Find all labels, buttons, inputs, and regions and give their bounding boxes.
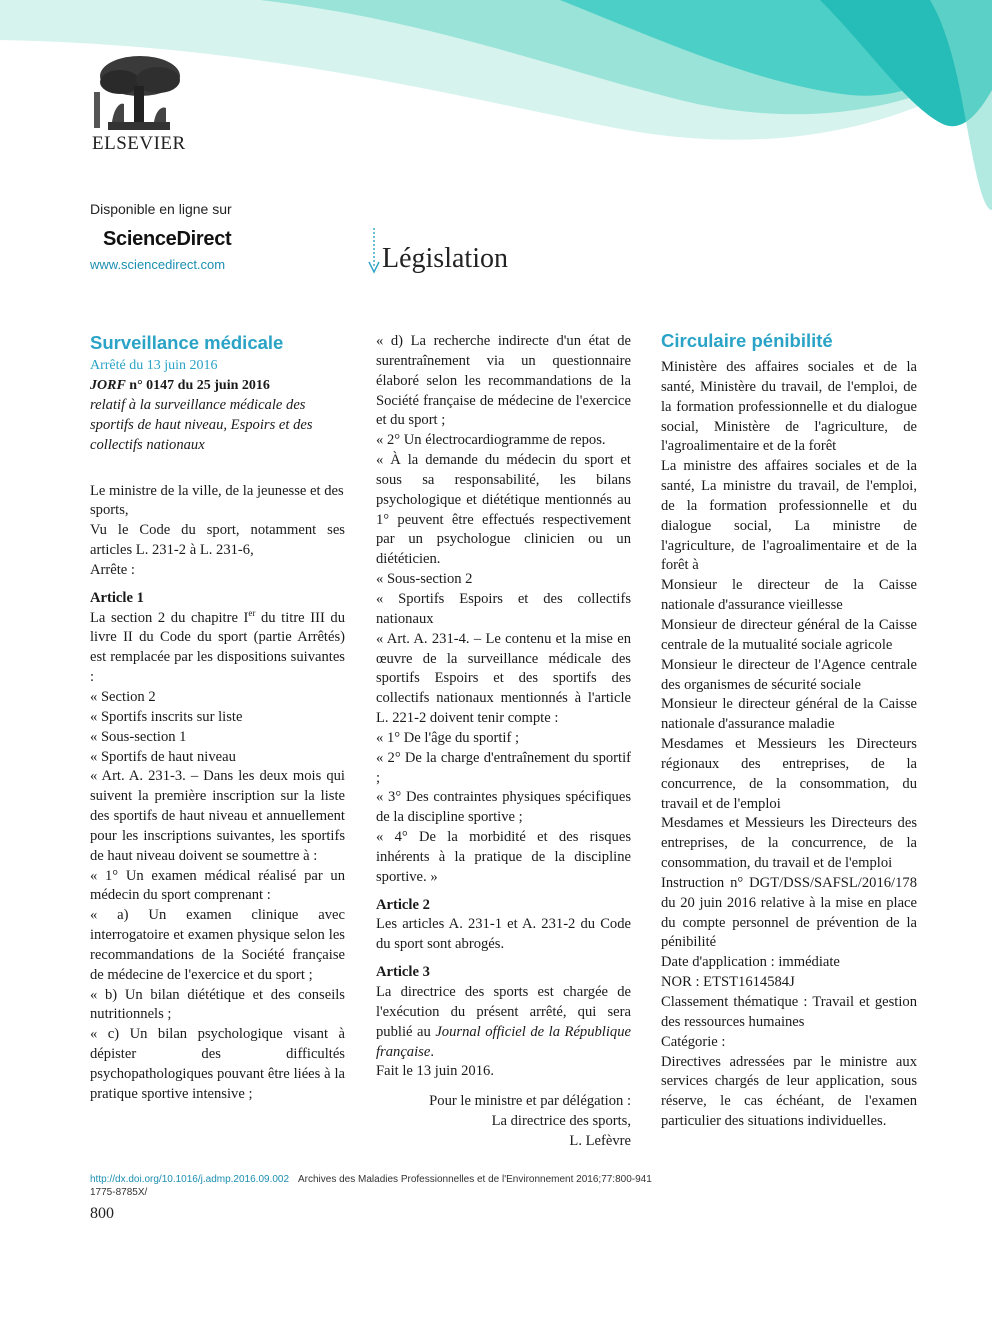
column-1 xyxy=(90,330,345,1105)
journal-citation: Archives des Maladies Professionnelles et de l'Environnement 2016;77:800-941 xyxy=(298,1174,652,1185)
text-line: « 3° Des contraintes physiques spécifiques de la discipline sportive ; xyxy=(376,789,631,826)
text-line: Classement thématique : Travail et gestion des ressources humaines xyxy=(661,994,917,1030)
done-date: Fait le 13 juin 2016. xyxy=(376,1063,494,1080)
text-line: Catégorie : xyxy=(661,1033,726,1050)
article-2-text: Les articles A. 231-1 et A. 231-2 du Code du sport sont abrogés. xyxy=(376,916,631,953)
sciencedirect-url-link[interactable]: www.sciencedirect.com xyxy=(90,257,226,272)
text-line: « Art. A. 231-4. – Le contenu et la mise en œuvre de la surveillance médicale des sportifs Espoirs et des sportifs des collectifs nationaux mentionnés à l'article L. 221-2 doivent tenir compte : xyxy=(376,630,631,727)
text-line: « 2° De la charge d'entraînement du sportif ; xyxy=(376,749,631,786)
doi-link[interactable]: http://dx.doi.org/10.1016/j.admp.2016.09.002 xyxy=(90,1174,290,1185)
article-1-heading: Article 1 xyxy=(90,589,144,606)
text-line: « À la demande du médecin du sport et sous sa responsabilité, les bilans psychologique et diététique mentionnés au 1° peuvent être effectués respectivement par un psychologue clinicien ou un diététicien. xyxy=(376,452,631,568)
section-title: Législation xyxy=(382,243,508,274)
text-line: « Sous-section 2 xyxy=(376,571,473,588)
text-line: Monsieur le directeur général de la Caisse nationale d'assurance maladie xyxy=(661,696,917,733)
jorf-label: JORF xyxy=(90,378,126,393)
journal-officiel-title: Journal officiel de la République française xyxy=(376,1023,631,1060)
text-line: La ministre des affaires sociales et de la santé, La ministre du travail, de l'emploi, de la formation professionnelle et du dialogue social, La ministre de l'agriculture, de l'agroalimentaire et de la forêt à xyxy=(661,458,917,574)
text-line: Mesdames et Messieurs les Directeurs des entreprises, de la concurrence, de la consommation, du travail et de l'emploi xyxy=(661,815,917,872)
article-2-heading: Article 2 xyxy=(376,896,430,913)
signature-line: La directrice des sports, xyxy=(491,1113,631,1130)
text-line: Ministère des affaires sociales et de la santé, Ministère du travail, de l'emploi, de la formation professionnelle et du dialogue social, Ministère de l'agriculture, de l'agroalimentaire et de la forêt xyxy=(661,359,917,455)
article-3-text: La directrice des sports est chargée de l'exécution du présent arrêté, qui sera publié au Journal officiel de la République française. xyxy=(376,984,631,1060)
text-line: « c) Un bilan psychologique visant à dépister des difficultés psychopathologiques pouvant être liées à la pratique sportive intensive ; xyxy=(90,1026,345,1102)
signature-name: L. Lefèvre xyxy=(569,1132,631,1149)
text-line: « a) Un examen clinique avec interrogatoire et examen physique selon les recommandations de la Société française de médecine de l'exercice et du sport ; xyxy=(90,907,345,983)
text-line: Date d'application : immédiate xyxy=(661,954,840,971)
intro-paragraph: Le ministre de la ville, de la jeunesse et des sports, xyxy=(90,482,344,519)
available-online-label: Disponible en ligne sur xyxy=(90,201,232,217)
text-line: « 2° Un électrocardiogramme de repos. xyxy=(376,432,606,449)
signature-line: Pour le ministre et par délégation : xyxy=(429,1093,631,1110)
text-line: « 1° De l'âge du sportif ; xyxy=(376,729,520,746)
text-line: « Sportifs inscrits sur liste xyxy=(90,708,243,725)
text-line: « 4° De la morbidité et des risques inhérents à la pratique de la discipline sportive. » xyxy=(376,829,631,885)
publisher-name: ELSEVIER xyxy=(92,133,186,154)
column-3 xyxy=(661,328,917,1132)
article-title-surveillance: Surveillance médicale xyxy=(90,332,284,353)
dotted-arrow-icon xyxy=(368,228,380,274)
text-line: Monsieur de directeur général de la Caisse centrale de la mutualité sociale agricole xyxy=(661,616,917,653)
page-number: 800 xyxy=(90,1205,114,1222)
text-line: « d) La recherche indirecte d'un état de surentraînement via un questionnaire élaboré selon les recommandations de la Société française de médecine de l'exercice et du sport ; xyxy=(376,333,631,429)
intro-paragraph: Vu le Code du sport, notamment ses articles L. 231-2 à L. 231-6, xyxy=(90,522,345,559)
intro-paragraph: Arrête : xyxy=(90,561,135,578)
text-line: Instruction n° DGT/DSS/SAFSL/2016/178 du 20 juin 2016 relative à la mise en place du compte personnel de prévention de la pénibilité xyxy=(661,874,917,951)
article-1-text: La section 2 du chapitre Ier du titre III du livre II du Code du sport (partie Arrêtés) est remplacée par les dispositions suivantes : xyxy=(90,607,345,686)
text-line: « 1° Un examen médical réalisé par un médecin du sport comprenant : xyxy=(90,867,345,904)
sciencedirect-name: ScienceDirect xyxy=(103,228,232,250)
arrete-date: Arrêté du 13 juin 2016 xyxy=(90,358,218,373)
text-line: Monsieur le directeur de la Caisse nationale d'assurance vieillesse xyxy=(661,577,917,614)
text-line: « Section 2 xyxy=(90,688,156,705)
jorf-number: n° 0147 du 25 juin 2016 xyxy=(125,378,270,393)
jorf-reference xyxy=(90,376,345,396)
arrete-subject: relatif à la surveillance médicale des sportifs de haut niveau, Espoirs et des collectifs nationaux xyxy=(90,397,313,453)
text-line: Mesdames et Messieurs les Directeurs régionaux des entreprises, de la concurrence, de la consommation, du travail et de l'emploi xyxy=(661,736,917,812)
text-line: « Sportifs de haut niveau xyxy=(90,748,236,765)
text-line: Directives adressées par le ministre aux services chargés de leur application, sous réserve, le cas échéant, de l'examen particulier des situations individuelles. xyxy=(661,1053,917,1130)
issn: 1775-8785X/ xyxy=(90,1187,148,1198)
text-line: NOR : ETST1614584J xyxy=(661,974,795,991)
text-line: « Sportifs Espoirs et des collectifs nationaux xyxy=(376,590,631,627)
text-line: Monsieur le directeur de l'Agence centrale des organismes de sécurité sociale xyxy=(661,656,917,693)
elsevier-tree-logo xyxy=(90,52,186,132)
text-line: « Sous-section 1 xyxy=(90,728,187,745)
article-3-heading: Article 3 xyxy=(376,964,430,981)
text-line: « b) Un bilan diététique et des conseils nutritionnels ; xyxy=(90,986,345,1023)
text-line: « Art. A. 231-3. – Dans les deux mois qui suivent la première inscription sur la liste des sportifs de haut niveau et annuellement pour les inscriptions suivantes, les sportifs de haut niveau doivent se soumettre à : xyxy=(90,768,345,864)
column-2 xyxy=(376,332,631,1152)
article-title-penibilite: Circulaire pénibilité xyxy=(661,330,833,351)
